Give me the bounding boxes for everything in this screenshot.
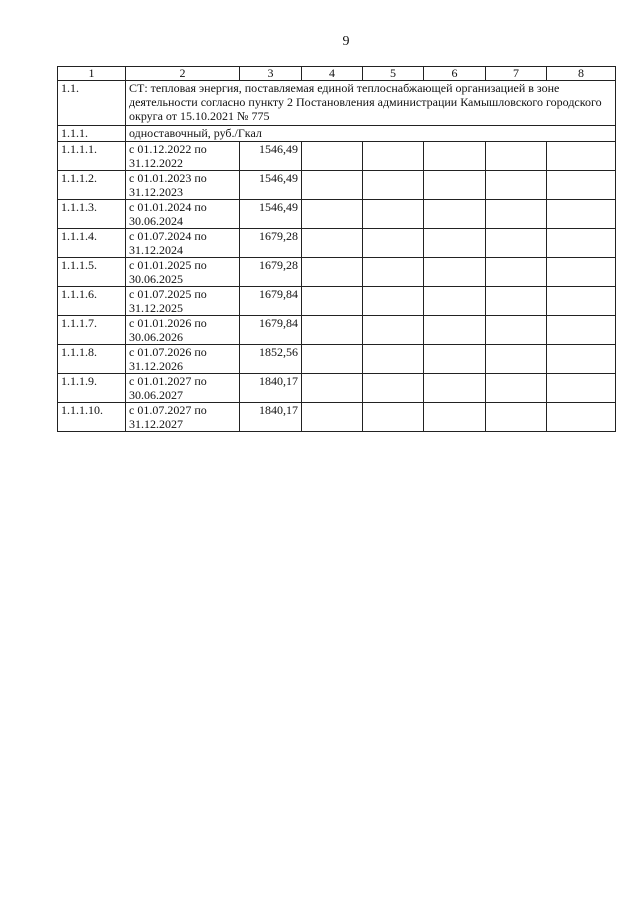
- row-period: с 01.12.2022 по 31.12.2022: [126, 142, 240, 171]
- empty-cell: [486, 229, 547, 258]
- empty-cell: [486, 316, 547, 345]
- row-value: 1546,49: [240, 200, 302, 229]
- row-value: 1679,84: [240, 287, 302, 316]
- header-cell: 2: [126, 67, 240, 81]
- empty-cell: [486, 171, 547, 200]
- empty-cell: [424, 403, 486, 432]
- row-period: с 01.07.2027 по 31.12.2027: [126, 403, 240, 432]
- subsection-row: [58, 126, 616, 142]
- table-row: [58, 171, 616, 200]
- page-number: 9: [342, 34, 350, 49]
- empty-cell: [302, 287, 363, 316]
- table-row: [58, 142, 616, 171]
- empty-cell: [363, 200, 424, 229]
- empty-cell: [363, 403, 424, 432]
- table-row: [58, 200, 616, 229]
- empty-cell: [302, 258, 363, 287]
- empty-cell: [547, 258, 616, 287]
- empty-cell: [547, 403, 616, 432]
- row-code: 1.1.1.9.: [58, 374, 126, 403]
- empty-cell: [302, 200, 363, 229]
- row-period: с 01.01.2025 по 30.06.2025: [126, 258, 240, 287]
- row-value: 1546,49: [240, 171, 302, 200]
- empty-cell: [363, 287, 424, 316]
- row-code: 1.1.1.3.: [58, 200, 126, 229]
- empty-cell: [363, 171, 424, 200]
- empty-cell: [486, 142, 547, 171]
- empty-cell: [486, 345, 547, 374]
- empty-cell: [424, 345, 486, 374]
- empty-cell: [486, 403, 547, 432]
- empty-cell: [302, 345, 363, 374]
- row-value: 1679,28: [240, 229, 302, 258]
- row-code: 1.1.1.5.: [58, 258, 126, 287]
- empty-cell: [424, 316, 486, 345]
- empty-cell: [424, 258, 486, 287]
- empty-cell: [486, 287, 547, 316]
- empty-cell: [363, 345, 424, 374]
- header-cell: 6: [424, 67, 486, 81]
- row-code: 1.1.1.8.: [58, 345, 126, 374]
- row-period: с 01.07.2024 по 31.12.2024: [126, 229, 240, 258]
- row-value: 1852,56: [240, 345, 302, 374]
- section-row: [58, 81, 616, 126]
- table-row: [58, 374, 616, 403]
- empty-cell: [547, 200, 616, 229]
- empty-cell: [424, 171, 486, 200]
- empty-cell: [547, 345, 616, 374]
- table-row: [58, 229, 616, 258]
- table-row: [58, 316, 616, 345]
- empty-cell: [424, 374, 486, 403]
- row-period: с 01.01.2026 по 30.06.2026: [126, 316, 240, 345]
- row-period: с 01.07.2025 по 31.12.2025: [126, 287, 240, 316]
- empty-cell: [424, 287, 486, 316]
- empty-cell: [547, 316, 616, 345]
- row-period: с 01.01.2027 по 30.06.2027: [126, 374, 240, 403]
- empty-cell: [302, 316, 363, 345]
- empty-cell: [302, 142, 363, 171]
- empty-cell: [424, 142, 486, 171]
- table-row: [58, 287, 616, 316]
- table-body: [58, 67, 616, 432]
- tariff-table: [57, 66, 616, 432]
- row-code: 1.1.1.1.: [58, 142, 126, 171]
- row-code: 1.1.1.7.: [58, 316, 126, 345]
- header-row: [58, 67, 616, 81]
- empty-cell: [547, 374, 616, 403]
- empty-cell: [302, 229, 363, 258]
- empty-cell: [363, 316, 424, 345]
- row-value: 1840,17: [240, 403, 302, 432]
- row-value: 1546,49: [240, 142, 302, 171]
- empty-cell: [547, 171, 616, 200]
- empty-cell: [363, 258, 424, 287]
- subsection-code: 1.1.1.: [58, 126, 126, 142]
- row-code: 1.1.1.2.: [58, 171, 126, 200]
- row-period: с 01.07.2026 по 31.12.2026: [126, 345, 240, 374]
- empty-cell: [547, 142, 616, 171]
- empty-cell: [486, 258, 547, 287]
- header-cell: 5: [363, 67, 424, 81]
- table-row: [58, 345, 616, 374]
- row-value: 1679,84: [240, 316, 302, 345]
- row-period: с 01.01.2023 по 31.12.2023: [126, 171, 240, 200]
- table-row: [58, 258, 616, 287]
- empty-cell: [363, 229, 424, 258]
- row-code: 1.1.1.10.: [58, 403, 126, 432]
- table-row: [58, 403, 616, 432]
- empty-cell: [302, 374, 363, 403]
- row-value: 1679,28: [240, 258, 302, 287]
- subsection-text: одноставочный, руб./Гкал: [126, 126, 616, 142]
- section-text: СТ: тепловая энергия, поставляемая единой теплоснабжающей организацией в зоне деятельности согласно пункту 2 Постановления администрации Камышловского городского округа от 15.10.2021 № 775: [126, 81, 616, 126]
- empty-cell: [486, 374, 547, 403]
- header-cell: 4: [302, 67, 363, 81]
- row-period: с 01.01.2024 по 30.06.2024: [126, 200, 240, 229]
- row-code: 1.1.1.4.: [58, 229, 126, 258]
- empty-cell: [363, 142, 424, 171]
- empty-cell: [302, 403, 363, 432]
- empty-cell: [547, 287, 616, 316]
- empty-cell: [424, 229, 486, 258]
- header-cell: 1: [58, 67, 126, 81]
- header-cell: 7: [486, 67, 547, 81]
- empty-cell: [547, 229, 616, 258]
- header-cell: 3: [240, 67, 302, 81]
- section-code: 1.1.: [58, 81, 126, 126]
- row-code: 1.1.1.6.: [58, 287, 126, 316]
- empty-cell: [424, 200, 486, 229]
- empty-cell: [302, 171, 363, 200]
- empty-cell: [363, 374, 424, 403]
- empty-cell: [486, 200, 547, 229]
- header-cell: 8: [547, 67, 616, 81]
- row-value: 1840,17: [240, 374, 302, 403]
